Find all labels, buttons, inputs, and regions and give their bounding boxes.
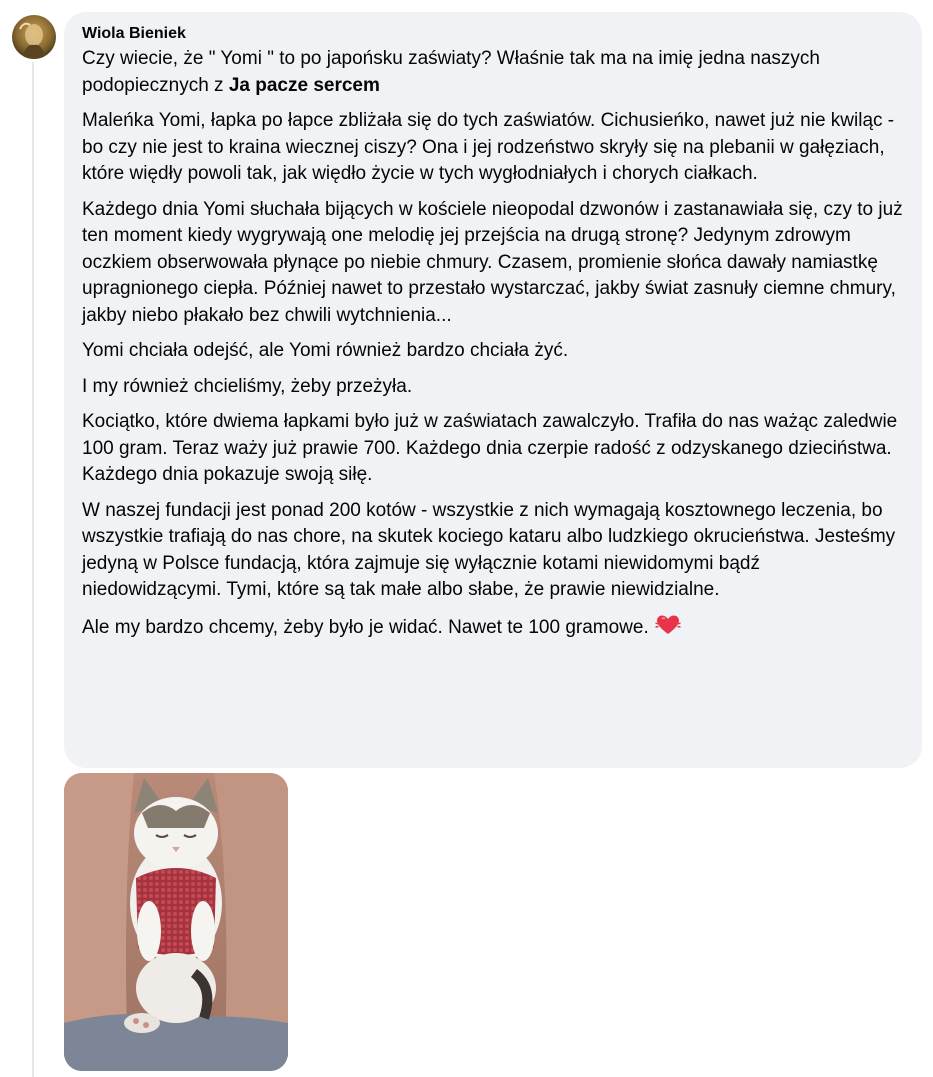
- comment-bubble: [64, 12, 922, 768]
- comment-paragraph: I my również chcieliśmy, żeby przeżyła.: [82, 375, 413, 397]
- attached-photo[interactable]: [64, 773, 288, 1071]
- comment-paragraph: Yomi chciała odejść, ale Yomi również bardzo chciała żyć.: [82, 340, 569, 361]
- beating-heart-icon: [655, 613, 681, 646]
- page-mention-link[interactable]: Ja pacze sercem: [228, 74, 380, 96]
- avatar[interactable]: [12, 15, 56, 59]
- comment-paragraph: Maleńka Yomi, łapka po łapce zbliżała się do tych zaświatów. Cichusieńko, nawet już nie kwiląc - bo czy nie jest to kraina wiecznej ciszy? Ona i jej rodzeństwo skryły się na plebanii w gałęziach, które więdły powoli tak, jak więdło życie w tych wygłodniałych i chorych ciałkach.: [82, 110, 895, 184]
- comment-intro-text: Czy wiecie, że " Yomi " to po japońsku zaświaty? Właśnie tak ma na imię jedna naszych podopiecznych z: [82, 48, 820, 96]
- kitten-photo: [64, 773, 288, 1071]
- comment-closing: [82, 613, 904, 646]
- avatar-image: [12, 15, 56, 59]
- comment-intro: [82, 46, 904, 99]
- comment-author[interactable]: Wiola Bieniek: [82, 25, 186, 42]
- comment-paragraph: Kociątko, które dwiema łapkami było już w zaświatach zawalczyło. Trafiła do nas ważąc zaledwie 100 gram. Teraz waży już prawie 700. Każdego dnia czerpie radość z odzyskanego dzieciństwa. Każdego dnia pokazuje swoją siłę.: [82, 411, 898, 485]
- comment-closing-text: Ale my bardzo chcemy, żeby było je widać. Nawet te 100 gramowe.: [82, 616, 649, 638]
- comment-paragraph: W naszej fundacji jest ponad 200 kotów - wszystkie z nich wymagają kosztownego leczenia, bo wszystkie trafiają do nas chore, na skutek kociego kataru albo ludzkiego okrucieństwa. Jesteśmy jedyną w Polsce fundacją, która zajmuje się wyłącznie kotami niewidomymi bądź niedowidzącymi. Tymi, które są tak małe albo słabe, że prawie niewidzialne.: [82, 499, 896, 600]
- thread-line: [32, 62, 34, 1077]
- comment-paragraph: Każdego dnia Yomi słuchała bijących w kościele nieopodal dzwonów i zastanawiała się, czy to już ten moment kiedy wygrywają one melodię jej przejścia na drugą stronę? Jedynym zdrowym oczkiem obserwowała płynące po niebie chmury. Czasem, promienie słońca dawały namiastkę upragnionego ciepła. Później nawet to przestało wystarczać, jakby świat zasnuły ciemne chmury, jakby niebo płakało bez chwili wytchnienia...: [82, 198, 903, 326]
